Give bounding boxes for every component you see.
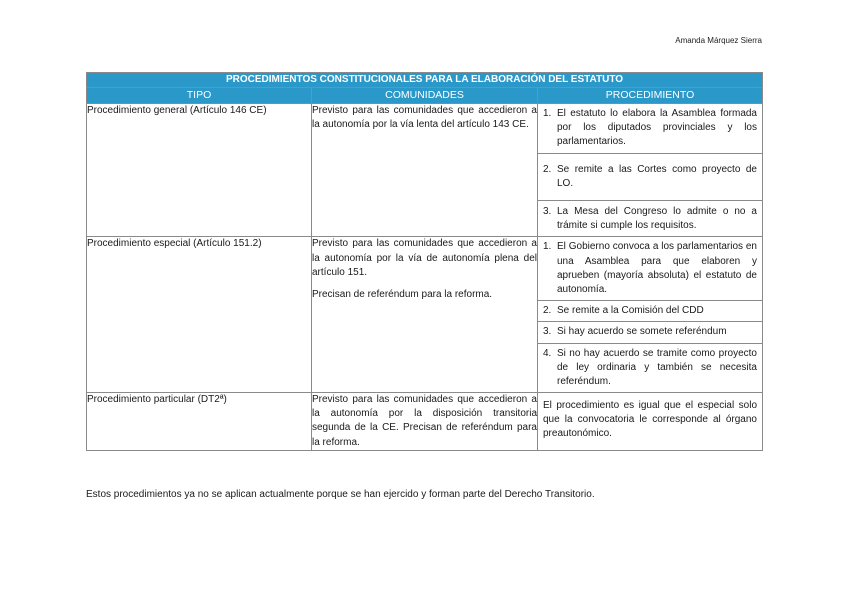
table-title-row [87,73,763,88]
step-text: Si hay acuerdo se somete referéndum [557,326,727,338]
comunidades-text: Precisan de referéndum para la reforma. [312,288,493,300]
comunidades-cell [312,393,538,451]
comunidades-cell [312,237,538,393]
step-number: 2. [543,305,552,317]
column-header-comunidades: COMUNIDADES [312,88,538,104]
step-number: 2. [543,163,552,175]
step-number: 4. [543,347,552,359]
comunidades-text: Previsto para las comunidades que accedieron a la autonomía por la disposición transitoria segunda de la CE. Precisan de referéndum para la reforma. [312,394,537,448]
step-item [538,104,762,154]
table-title: PROCEDIMIENTOS CONSTITUCIONALES PARA LA ELABORACIÓN DEL ESTATUTO [87,73,763,88]
step-text: Se remite a las Cortes como proyecto de LO. [557,163,757,189]
procedimiento-cell [538,104,763,237]
tipo-cell: Procedimiento especial (Artículo 151.2) [87,237,312,393]
procedimiento-text: El procedimiento es igual que el especial solo que la convocatoria le corresponde al órgano preautonómico. [543,400,757,440]
step-list [538,104,762,236]
step-number: 3. [543,326,552,338]
step-item [538,154,762,201]
step-item [538,344,762,393]
procedures-table [86,72,763,451]
tipo-cell: Procedimiento general (Artículo 146 CE) [87,104,312,237]
comunidades-text: Previsto para las comunidades que accedieron a la autonomía por la vía de autonomía plena del artículo 151. [312,238,537,278]
step-item [538,322,762,343]
author-name: Amanda Márquez Sierra [675,36,762,45]
table-header-row [87,88,763,104]
step-item [538,301,762,322]
comunidades-cell [312,104,538,237]
footnote: Estos procedimientos ya no se aplican actualmente porque se han ejercido y forman parte del Derecho Transitorio. [86,489,595,500]
procedimiento-cell [538,393,763,451]
step-text: El estatuto lo elabora la Asamblea formada por los diputados provinciales y los parlamentarios. [557,108,757,148]
table-row [87,237,763,393]
step-item [538,237,762,301]
step-text: La Mesa del Congreso lo admite o no a trámite si cumple los requisitos. [557,206,757,232]
step-list [538,237,762,392]
procedimiento-cell [538,237,763,393]
step-number: 1. [543,108,552,120]
step-text: El Gobierno convoca a los parlamentarios en una Asamblea para que elaboren y aprueben (mayoría absoluta) el estatuto de autonomía. [557,241,757,295]
column-header-tipo: TIPO [87,88,312,104]
table-row [87,104,763,237]
step-text: Si no hay acuerdo se tramite como proyecto de ley ordinaria y también se necesita referéndum. [557,347,757,387]
comunidades-text: Previsto para las comunidades que accedieron a la autonomía por la vía lenta del artículo 143 CE. [312,105,537,131]
step-item [538,201,762,236]
step-number: 1. [543,241,552,253]
step-text: Se remite a la Comisión del CDD [557,305,704,317]
tipo-cell: Procedimiento particular (DT2ª) [87,393,312,451]
step-number: 3. [543,206,552,218]
column-header-procedimiento: PROCEDIMIENTO [538,88,763,104]
table-row [87,393,763,451]
